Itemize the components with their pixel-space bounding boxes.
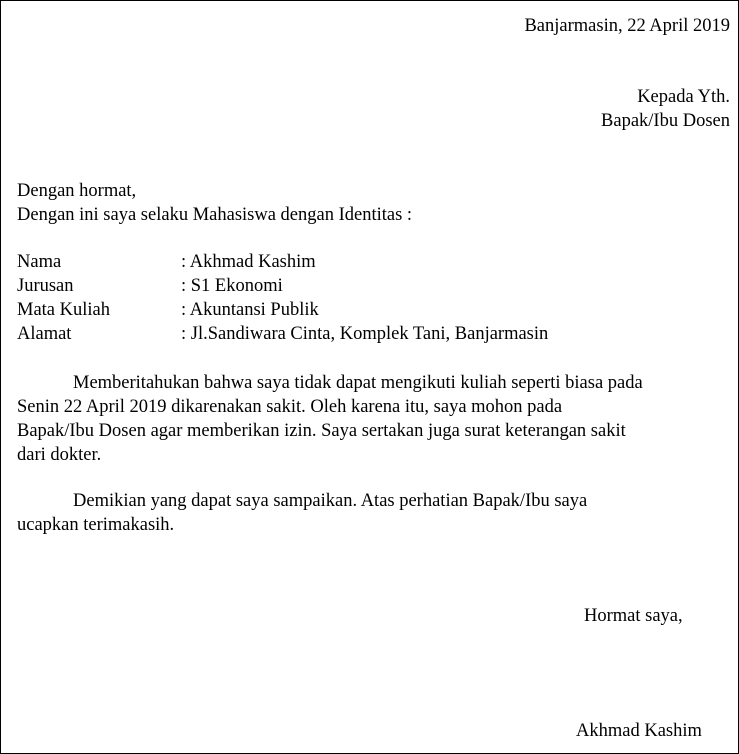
body-line-3: Bapak/Ibu Dosen agar memberikan izin. Saya sertakan juga surat keterangan sakit bbox=[17, 421, 626, 441]
closing-line-2: ucapkan terimakasih. bbox=[17, 515, 175, 535]
signature-name: Akhmad Kashim bbox=[576, 721, 702, 741]
recipient-line-2: Bapak/Ibu Dosen bbox=[601, 111, 730, 131]
identity-label-jurusan: Jurusan bbox=[17, 276, 74, 296]
place-date: Banjarmasin, 22 April 2019 bbox=[524, 16, 730, 36]
signoff: Hormat saya, bbox=[584, 606, 683, 626]
intro-text: Dengan ini saya selaku Mahasiswa dengan Identitas : bbox=[17, 205, 413, 225]
closing-line-1: Demikian yang dapat saya sampaikan. Atas perhatian Bapak/Ibu saya bbox=[73, 491, 588, 511]
identity-value-jurusan: : S1 Ekonomi bbox=[181, 276, 283, 296]
identity-value-mata-kuliah: : Akuntansi Publik bbox=[181, 300, 319, 320]
identity-label-mata-kuliah: Mata Kuliah bbox=[17, 300, 110, 320]
body-line-2: Senin 22 April 2019 dikarenakan sakit. Oleh karena itu, saya mohon pada bbox=[17, 397, 563, 417]
body-line-1: Memberitahukan bahwa saya tidak dapat mengikuti kuliah seperti biasa pada bbox=[73, 373, 643, 393]
body-line-4: dari dokter. bbox=[17, 445, 102, 465]
recipient-line-1: Kepada Yth. bbox=[637, 87, 730, 107]
identity-label-nama: Nama bbox=[17, 252, 62, 272]
identity-value-alamat: : Jl.Sandiwara Cinta, Komplek Tani, Banjarmasin bbox=[181, 324, 549, 344]
greeting: Dengan hormat, bbox=[17, 181, 137, 201]
identity-label-alamat: Alamat bbox=[17, 324, 72, 344]
identity-value-nama: : Akhmad Kashim bbox=[181, 252, 316, 272]
